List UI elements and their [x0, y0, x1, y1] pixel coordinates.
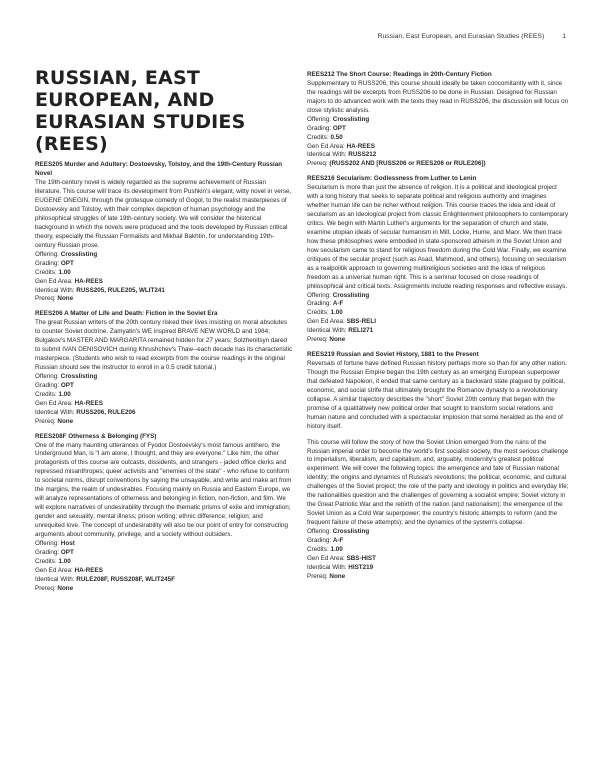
course-description: The great Russian writers of the 20th century risked their lives insisting on moral absolutes to counter Soviet doctrine. Zamyatin's WE inspired BRAVE NEW WORLD and 1984; Bulgakov's MASTER AND MARGARITA remained hidden for 27 years; Solzhenitsyn dared to submit IVAN DENISOVICH during Khrushchev's Thaw--each decade has its characteristic masterpiece. (Students who wish to read excerpts from the course readings in the original Russian should see the instructor to enroll in a 0.5 credit tutorial.)	[35, 319, 293, 371]
identical-line: Identical With: HIST219	[307, 563, 374, 571]
offering-line: Offering: Crosslisting	[307, 527, 370, 535]
credits-line: Credits: 1.00	[35, 557, 71, 565]
offering-line: Offering: Crosslisting	[307, 115, 370, 123]
course-title: REES219 Russian and Soviet History, 1881 to the Present	[307, 351, 479, 359]
page-title: RUSSIAN, EAST EUROPEAN, AND EURASIAN STUDIES (REES)	[35, 67, 246, 155]
prereq-line: Prereq: None	[35, 584, 74, 592]
course-description: The 19th-century novel is widely regarded as the supreme achievement of Russian literature. This course will trace its development from Pushkin's elegant, witty novel in verse, EUGENE ONEGIN, through the grotesque comedy of Gogol, to the realist masterpieces of Dostoevsky and Tolstoy, with their complex depiction of human psychology and the philosophical struggles of late 19th-century society. We will consider the historical background in which the novels were produced and the tools developed by Russian critical theory, especially the Russian Formalists and Mikhail Bakhtin, for understanding 19th-century Russian prose.	[35, 179, 292, 249]
running-title: Russian, East European, and Eurasian Studies (REES)	[377, 33, 545, 40]
identical-line: Identical With: RUSS206, RULE206	[35, 408, 136, 416]
course-entry	[35, 310, 293, 426]
grading-line: Grading: OPT	[35, 381, 74, 389]
offering-line: Offering: Crosslisting	[35, 250, 98, 258]
gen-ed-line: Gen Ed Area: SBS-HIST	[307, 554, 376, 562]
page-number: 1	[562, 33, 566, 40]
course-entry	[307, 351, 569, 581]
course-entry	[35, 433, 293, 594]
credits-line: Credits: 0.50	[307, 133, 343, 141]
identical-line: Identical With: RUSS205, RULE205, WLIT241	[35, 286, 165, 294]
prereq-line: Prereq: None	[35, 417, 74, 425]
identical-line: Identical With: RUSS212	[307, 151, 377, 159]
offering-line: Offering: Crosslisting	[307, 291, 370, 299]
gen-ed-line: Gen Ed Area: HA-REES	[307, 142, 375, 150]
grading-line: Grading: OPT	[35, 548, 74, 556]
course-title: REES212 The Short Course: Readings in 20th-Century Fiction	[307, 71, 492, 78]
right-column	[307, 71, 569, 588]
grading-line: Grading: A-F	[307, 300, 344, 308]
credits-line: Credits: 1.00	[35, 268, 71, 276]
course-entry	[307, 175, 569, 345]
credits-line: Credits: 1.00	[307, 309, 343, 317]
gen-ed-line: Gen Ed Area: HA-REES	[35, 399, 103, 407]
grading-line: Grading: OPT	[35, 259, 74, 267]
prereq-line: Prereq: None	[307, 336, 346, 344]
credits-line: Credits: 1.00	[35, 390, 71, 398]
identical-line: Identical With: RULE208F, RUSS208F, WLIT245F	[35, 575, 175, 583]
course-description: Reversals of fortune have defined Russian history perhaps more so than for any other nation. Though the Russian Empire began the 19th century as an emerging European superpower that defeated Napoleon, it ended that same century as a backward state plagued by political, economic, and social strife that ultimately brought the Romanov dynasty to a revolutionary collapse. A similar trajectory describes the "short" Soviet 20th century that began with the promise of a qualitatively new political order that sought to transform social relations and human nature and concluded with a spectacular implosion that some heralded as the end of history itself.	[307, 360, 567, 430]
prereq-line: Prereq: None	[307, 572, 346, 580]
offering-line: Offering: Host	[35, 539, 75, 547]
left-column	[35, 68, 293, 599]
grading-line: Grading: OPT	[307, 124, 346, 132]
course-entry	[307, 71, 569, 169]
grading-line: Grading: A-F	[307, 536, 344, 544]
gen-ed-line: Gen Ed Area: HA-REES	[35, 277, 103, 285]
course-title: REES206 A Matter of Life and Death: Fiction in the Soviet Era	[35, 310, 218, 318]
course-description: Supplementary to RUSS206, this course should ideally be taken concomitantly with it, since the readings will be excerpts from RUSS206 to be done in Russian. Designed for Russian majors to do advanced work with the texts they read in RUSS206, the discussion will focus on close stylistic analysis.	[307, 79, 569, 114]
course-title: REES208F Otherness & Belonging (FYS)	[35, 432, 157, 440]
course-description: One of the many haunting utterances of Fyodor Dostoevsky's most famous antihero, the Underground Man, is "I am alone, I thought, and they are everyone." Like him, the other protagonists of this course are outcasts, dissidents, and strangers - jaded office clerks and repressed misanthropes; queer activists and "enemies of the state" - who refuse to conform to societal norms, disrupt conventions by saying the unsayable, and write and make art from the margins, the realm of undesirables. Focusing mainly on Russia and Eastern Europe, we will analyze representations of otherness and belonging in fiction, non-fiction, and film. We will explore narratives of undesirability through the thematic prisms of exile and immigration; gender and sexuality; mental illness; prison writing; ethnic difference; religion; and unrequited love. The concept of undesirability will also be our point of entry for constructing arguments about community, privilege, and a society without outsiders.	[35, 441, 292, 538]
running-header	[378, 33, 566, 40]
course-description: This course will follow the story of how the Soviet Union emerged from the ruins of the Russian imperial order to become the world's first socialist society, the most serious challenge to imperialism, liberalism, and capitalism, and, arguably, modernity's greatest political experiment. We will cover the following topics: the emergence and fate of Russian national identity; the origins and dynamics of Russia's revolutions; the political, economic, and cultural challenges of the Soviet project; the role of the party and ideology in politics and everyday life; the nationalities question and the challenges of governing a socialist empire; Soviet victory in the Great Patriotic War and the rebirth of the nation (and nationalism); the emergence of the Soviet Union as a Cold War superpower; the country's historic attempts to reform (and the frequent failure of these attempts); and the dynamics of the system's collapse.	[307, 438, 569, 526]
offering-line: Offering: Crosslisting	[35, 372, 98, 380]
course-entry	[35, 161, 293, 304]
course-title: REES216 Secularism: Godlessness from Luther to Lenin	[307, 175, 477, 183]
credits-line: Credits: 1.00	[307, 545, 343, 553]
course-description: Secularism is more than just the absence of religion. It is a political and ideological project with a long history that seeks to separate political and religious authority and imagines whether human life can be richer without religion. This course traces the idea and ideal of secularism as an ideological project from classic Enlightenment philosophers to contemporary critics. We begin with Martin Luther's arguments for the separation of church and state, examine utopian ideals of secular humanism in Mill, Locke, Hume, and Marx. We then trace how these philosophies were embodied in state-sponsored atheism in the Soviet Union and how secularism came to stand for religious freedom during the Cold War. Finally, we examine critiques of the secular project (such as Asad, Mahmood, and others), focusing on secularism as a realpolitik approach to governing multireligious societies and the idea of religious freedom as a universal human right. This is a seminar focused on close readings of philosophical and critical texts. Assignments include reading responses and reflective essays.	[307, 184, 569, 290]
prereq-line: Prereq: None	[35, 295, 74, 303]
course-title: REES205 Murder and Adultery: Dostoevsky, Tolstoy, and the 19th-Century Russian Novel	[35, 161, 283, 178]
gen-ed-line: Gen Ed Area: HA-REES	[35, 566, 103, 574]
gen-ed-line: Gen Ed Area: SBS-RELI	[307, 318, 376, 326]
identical-line: Identical With: RELI271	[307, 327, 374, 335]
prereq-line: Prereq: (RUSS202 AND [RUSS206 or REES206 or RULE206])	[307, 160, 486, 168]
